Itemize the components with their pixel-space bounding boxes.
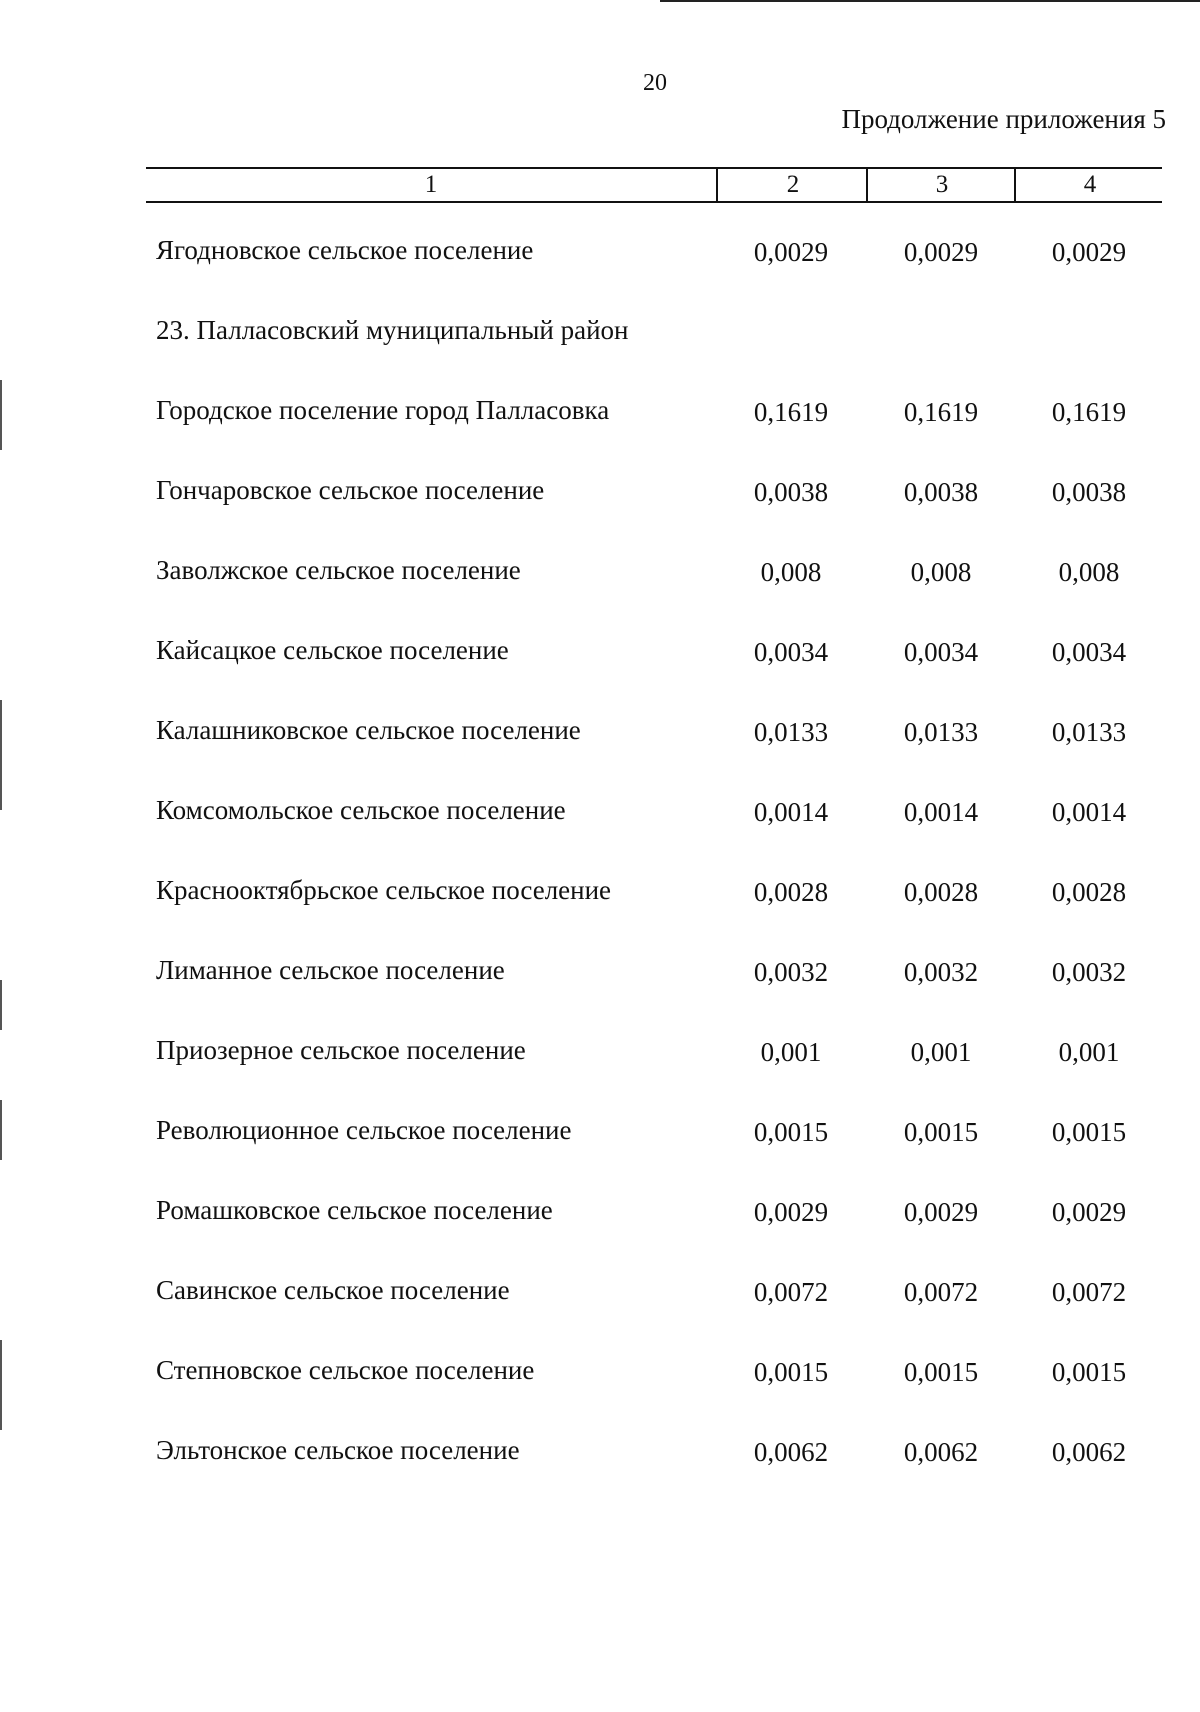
row-name: Степновское сельское поселение [156,1355,535,1385]
column-header-1: 1 [424,171,438,198]
scan-edge-top [660,0,1200,2]
table-header-bottom-rule [146,201,1162,203]
row-value-col-2: 0,0133 [753,717,829,747]
row-value-col-4: 0,0014 [1051,797,1127,827]
row-value-col-4: 0,0038 [1051,477,1127,507]
row-value-col-4: 0,0034 [1051,637,1127,667]
row-value-col-2: 0,0072 [753,1277,829,1307]
table-row [0,1355,1200,1435]
row-name: Эльтонское сельское поселение [156,1435,520,1465]
table-row [0,475,1200,555]
row-value-col-2: 0,0015 [753,1117,829,1147]
row-value-col-4: 0,0015 [1051,1357,1127,1387]
row-value-col-3: 0,0032 [903,957,979,987]
row-value-col-3: 0,0014 [903,797,979,827]
row-name: Гончаровское сельское поселение [156,475,545,505]
table-row [0,1275,1200,1355]
page-number: 20 [643,70,667,96]
row-value-col-2: 0,0014 [753,797,829,827]
row-value-col-3: 0,008 [910,557,972,587]
table-body [0,235,1200,1515]
row-name: Ромашковское сельское поселение [156,1195,553,1225]
row-value-col-2: 0,0028 [753,877,829,907]
row-value-col-4: 0,0032 [1051,957,1127,987]
row-value-col-4: 0,0028 [1051,877,1127,907]
row-value-col-3: 0,0015 [903,1357,979,1387]
table-row [0,315,1200,395]
row-value-col-2: 0,008 [760,557,822,587]
table-row [0,1115,1200,1195]
continuation-label: Продолжение приложения 5 [841,104,1166,134]
row-value-col-2: 0,0029 [753,237,829,267]
column-header-4: 4 [1014,167,1164,203]
table-row [0,1195,1200,1275]
row-value-col-4: 0,0015 [1051,1117,1127,1147]
row-value-col-3: 0,1619 [903,397,979,427]
table-row [0,795,1200,875]
table-row [0,1435,1200,1515]
row-name: Революционное сельское поселение [156,1115,572,1145]
table-header [146,167,1162,203]
row-value-col-3: 0,0028 [903,877,979,907]
row-value-col-2: 0,0015 [753,1357,829,1387]
row-value-col-3: 0,0062 [903,1437,979,1467]
table-row [0,235,1200,315]
row-name: Краснооктябрьское сельское поселение [156,875,612,905]
row-name: Ягодновское сельское поселение [156,235,534,265]
table-row [0,395,1200,475]
row-name: Заволжское сельское поселение [156,555,521,585]
row-value-col-4: 0,1619 [1051,397,1127,427]
row-name: Комсомольское сельское поселение [156,795,566,825]
row-value-col-3: 0,0029 [903,237,979,267]
row-value-col-3: 0,0034 [903,637,979,667]
row-value-col-3: 0,0072 [903,1277,979,1307]
table-row [0,955,1200,1035]
row-value-col-2: 0,0032 [753,957,829,987]
row-value-col-4: 0,0072 [1051,1277,1127,1307]
table-row [0,875,1200,955]
row-value-col-2: 0,0034 [753,637,829,667]
row-name: Кайсацкое сельское поселение [156,635,509,665]
row-value-col-4: 0,0062 [1051,1437,1127,1467]
row-name: 23. Палласовский муниципальный район [156,315,629,345]
row-value-col-2: 0,001 [760,1037,822,1067]
row-value-col-3: 0,001 [910,1037,972,1067]
row-value-col-3: 0,0133 [903,717,979,747]
row-value-col-4: 0,008 [1058,557,1120,587]
row-value-col-4: 0,001 [1058,1037,1120,1067]
row-value-col-4: 0,0133 [1051,717,1127,747]
row-name: Савинское сельское поселение [156,1275,510,1305]
table-row [0,1035,1200,1115]
row-name: Городское поселение город Палласовка [156,395,610,425]
row-value-col-2: 0,0029 [753,1197,829,1227]
table-row [0,715,1200,795]
table-row [0,635,1200,715]
row-value-col-2: 0,1619 [753,397,829,427]
column-header-3: 3 [866,167,1016,203]
row-value-col-4: 0,0029 [1051,1197,1127,1227]
row-value-col-3: 0,0015 [903,1117,979,1147]
row-name: Приозерное сельское поселение [156,1035,526,1065]
row-value-col-3: 0,0029 [903,1197,979,1227]
row-value-col-3: 0,0038 [903,477,979,507]
row-name: Лиманное сельское поселение [156,955,505,985]
table-row [0,555,1200,635]
row-value-col-2: 0,0062 [753,1437,829,1467]
row-value-col-4: 0,0029 [1051,237,1127,267]
row-name: Калашниковское сельское поселение [156,715,581,745]
column-header-2: 2 [716,167,868,203]
row-value-col-2: 0,0038 [753,477,829,507]
